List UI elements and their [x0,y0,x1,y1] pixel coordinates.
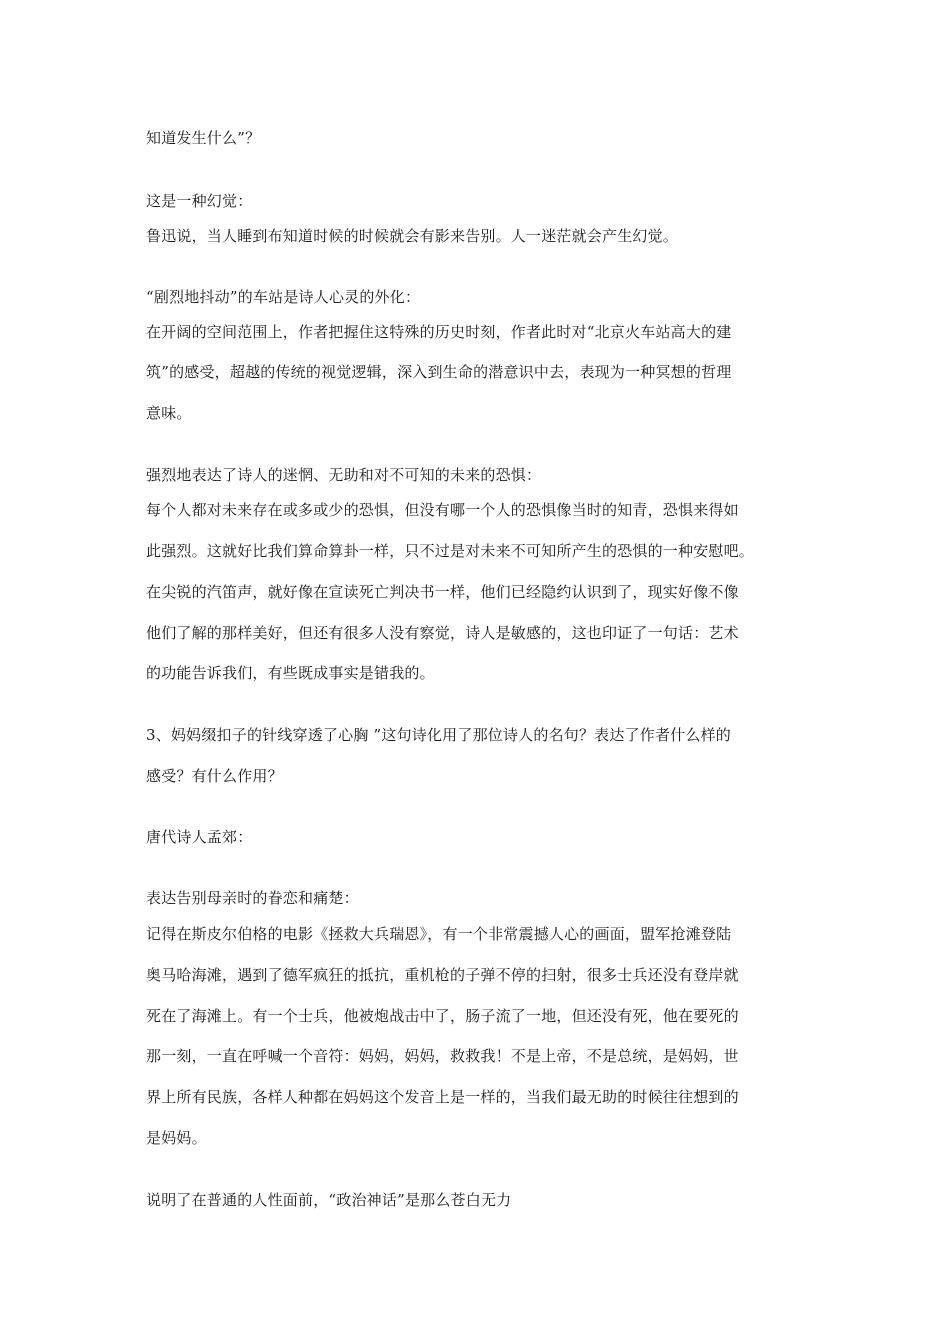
document-page [146,0,814,1344]
paragraph-line: 此强烈。这就好比我们算命算卦一样，只不过是对未来不可知所产生的恐惧的一种安慰吧。 [146,542,755,560]
paragraph-line: 记得在斯皮尔伯格的电影《拯救大兵瑞恩》，有一个非常震撼人心的画面，盟军抢滩登陆 [146,925,732,943]
paragraph-line: 唐代诗人孟郊： [146,828,253,846]
paragraph-line: 3、妈妈缀扣子的针线穿透了心胸 ”这句诗化用了那位诗人的名句？表达了作者什么样的 [146,726,731,744]
paragraph-line: 鲁迅说，当人睡到布知道时候的时候就会有影来告别。人一迷茫就会产生幻觉。 [146,227,679,245]
paragraph-heading: “剧烈地抖动”的车站是诗人心灵的外化： [146,288,421,306]
paragraph-line: 每个人都对未来存在或多或少的恐惧，但没有哪一个人的恐惧像当时的知青，恐惧来得如 [146,501,739,519]
paragraph-line: 筑”的感受，超越的传统的视觉逻辑，深入到生命的潜意识中去，表现为一种冥想的哲理 [146,363,732,381]
paragraph-line: 那一刻，一直在呼喊一个音符：妈妈，妈妈，救救我！不是上帝，不是总统，是妈妈，世 [146,1047,739,1065]
paragraph-line: 是妈妈。 [146,1129,207,1147]
paragraph-line: 奥马哈海滩，遇到了德军疯狂的抵抗，重机枪的子弹不停的扫射，很多士兵还没有登岸就 [146,966,739,984]
paragraph-line: 界上所有民族，各样人种都在妈妈这个发音上是一样的，当我们最无助的时候往往想到的 [146,1088,739,1106]
paragraph-line: 在尖锐的汽笛声，就好像在宣读死亡判决书一样，他们已经隐约认识到了，现实好像不像 [146,583,739,601]
paragraph-line: 感受？有什么作用？ [146,767,283,785]
paragraph-heading: 强烈地表达了诗人的迷惘、无助和对不可知的未来的恐惧： [146,466,542,484]
paragraph-line: 死在了海滩上。有一个士兵，他被炮战击中了，肠子流了一地，但还没有死，他在要死的 [146,1007,739,1025]
paragraph-line: 意味。 [146,404,192,422]
paragraph-heading: 表达告别母亲时的眷恋和痛楚： [146,889,359,907]
paragraph-line: 的功能告诉我们，有些既成事实是错我的。 [146,664,435,682]
paragraph-line: 在开阔的空间范围上，作者把握住这特殊的历史时刻，作者此时对“北京火车站高大的建 [146,323,732,341]
paragraph-line: 他们了解的那样美好，但还有很多人没有察觉，诗人是敏感的，这也印证了一句话：艺术 [146,624,739,642]
paragraph-line: 说明了在普通的人性面前，“政治神话”是那么苍白无力 [146,1191,512,1209]
paragraph-line: 知道发生什么”？ [146,129,261,147]
paragraph-heading: 这是一种幻觉： [146,192,253,210]
